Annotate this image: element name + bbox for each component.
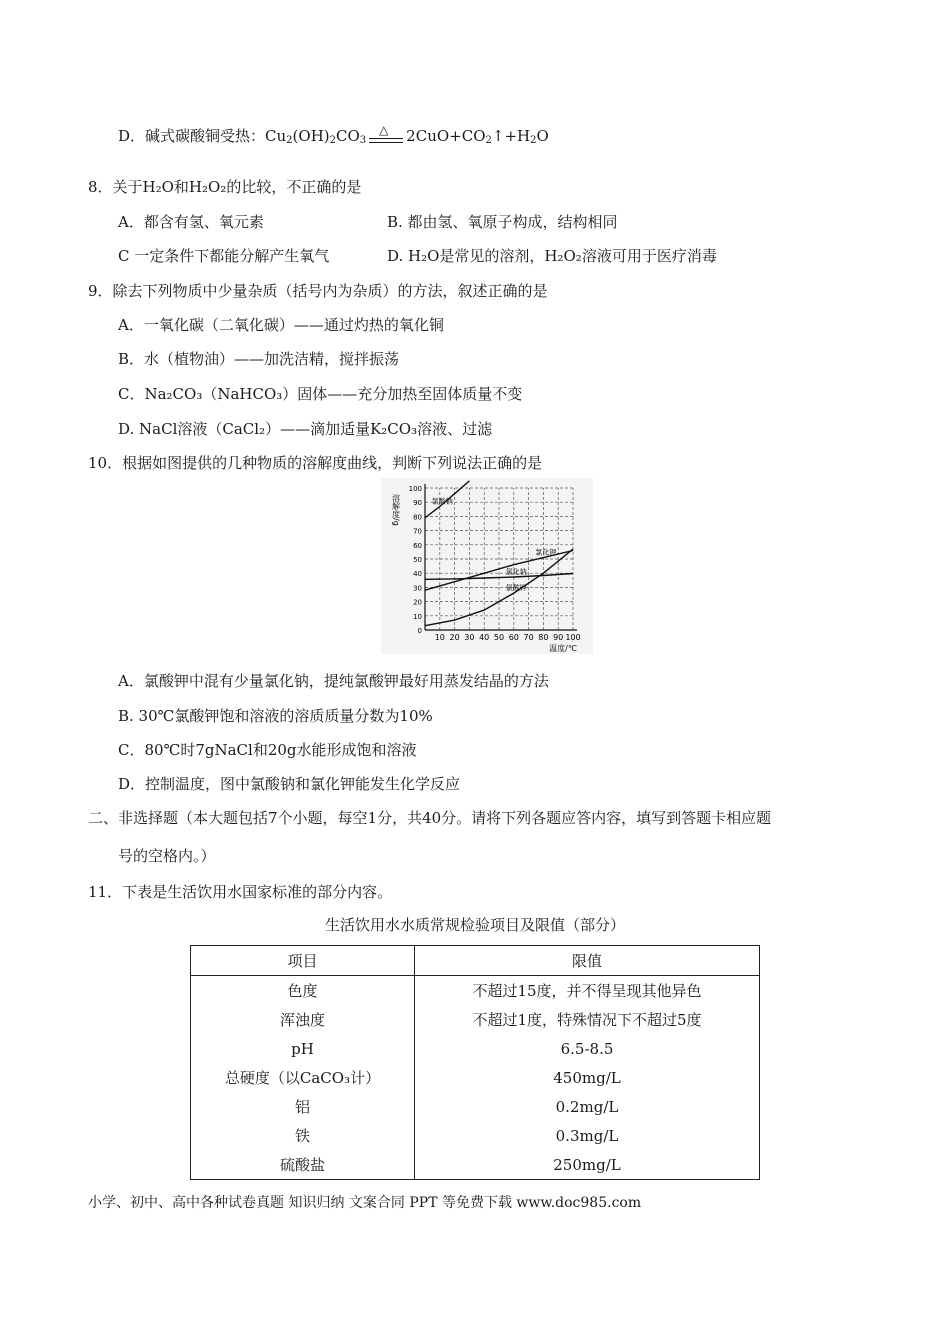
table-cell: pH	[191, 1034, 415, 1063]
table-cell: 铝	[191, 1092, 415, 1121]
y-tick-label: 20	[413, 598, 422, 607]
x-tick-label: 50	[493, 633, 505, 642]
table-row	[191, 1121, 760, 1150]
q10-stem: 10．根据如图提供的几种物质的溶解度曲线，判断下列说法正确的是	[88, 454, 543, 472]
formula-part: 2CuO+CO	[406, 127, 486, 145]
y-tick-label: 0	[417, 627, 422, 635]
subscript: 2	[530, 135, 537, 146]
q8-option-a: A．都含有氢、氧元素	[118, 213, 264, 231]
x-tick-label: 60	[508, 633, 519, 642]
x-tick-label: 40	[479, 633, 490, 642]
solubility-curve-chart	[381, 478, 593, 654]
formula-part: O	[536, 127, 549, 145]
q7-option-d-label: D．碱式碳酸铜受热：Cu	[118, 127, 287, 145]
y-tick-label: 100	[408, 485, 422, 493]
x-tick-label: 80	[538, 633, 549, 642]
q10-option-d: D．控制温度，图中氯酸钠和氯化钾能发生化学反应	[118, 775, 461, 793]
series-label: 氯化钾	[535, 548, 557, 557]
table-cell: 铁	[191, 1121, 415, 1150]
formula-part: CO	[336, 127, 360, 145]
q8-option-c: C 一定条件下都能分解产生氧气	[118, 247, 330, 265]
y-axis-label: 溶解度/g	[391, 494, 401, 526]
series-label: 氯酸钾	[505, 584, 527, 593]
x-tick-label: 100	[565, 633, 581, 642]
section-2-heading: 二、非选择题（本大题包括7个小题，每空1分，共40分。请将下列各题应答内容，填写到答题卡相应题	[88, 809, 772, 827]
y-tick-label: 30	[413, 584, 422, 593]
footer-text: 小学、初中、高中各种试卷真题 知识归纳 文案合同 PPT 等免费下载 www.doc985.com	[88, 1195, 642, 1211]
series-label: 氯酸钠	[431, 497, 453, 506]
subscript: 2	[485, 135, 492, 146]
table-header-item: 项目	[191, 946, 415, 976]
table-cell: 硫酸盐	[191, 1150, 415, 1180]
table-cell: 不超过1度，特殊情况下不超过5度	[415, 1005, 760, 1034]
table-cell: 不超过15度，并不得呈现其他异色	[415, 976, 760, 1006]
water-standard-table	[190, 945, 760, 1180]
y-tick-label: 10	[413, 612, 422, 621]
q10-option-a: A．氯酸钾中混有少量氯化钠，提纯氯酸钾最好用蒸发结晶的方法	[118, 672, 549, 690]
y-tick-label: 80	[413, 513, 422, 522]
table-cell: 0.3mg/L	[415, 1121, 760, 1150]
q8-option-b: B. 都由氢、氧原子构成，结构相同	[387, 213, 618, 231]
table-header-limit: 限值	[415, 946, 760, 976]
y-tick-label: 50	[413, 556, 422, 564]
subscript: 2	[286, 135, 293, 146]
table-row	[191, 1150, 760, 1180]
formula-part: (OH)	[292, 127, 330, 145]
heat-triangle-icon: △	[379, 123, 389, 137]
y-tick-label: 40	[413, 570, 422, 579]
formula-part: ↑+H	[491, 127, 531, 145]
heat-equals-sign	[366, 123, 406, 146]
table-row	[191, 1005, 760, 1034]
table-cell: 450mg/L	[415, 1063, 760, 1092]
q7-option-d	[118, 123, 549, 151]
table-title: 生活饮用水水质常规检验项目及限值（部分）	[324, 916, 625, 934]
q9-option-a: A．一氧化碳（二氧化碳）——通过灼热的氧化铜	[118, 316, 444, 334]
x-tick-label: 10	[434, 633, 445, 642]
q9-option-d: D. NaCl溶液（CaCl₂）——滴加适量K₂CO₃溶液、过滤	[118, 420, 493, 438]
table-cell: 浑浊度	[191, 1005, 415, 1034]
table-cell: 0.2mg/L	[415, 1092, 760, 1121]
x-tick-label: 90	[553, 633, 564, 642]
table-row	[191, 1063, 760, 1092]
y-tick-label: 90	[413, 499, 422, 508]
y-tick-label: 70	[413, 527, 422, 536]
series-label: 氯化钠	[505, 568, 527, 577]
table-cell: 6.5-8.5	[415, 1034, 760, 1063]
x-axis-label: 温度/℃	[549, 644, 577, 653]
table-row	[191, 1034, 760, 1063]
q9-stem: 9．除去下列物质中少量杂质（括号内为杂质）的方法，叙述正确的是	[88, 282, 548, 300]
table-cell: 色度	[191, 976, 415, 1006]
table-cell: 总硬度（以CaCO₃计）	[191, 1063, 415, 1092]
q10-option-c: C．80℃时7gNaCl和20g水能形成饱和溶液	[118, 741, 417, 759]
q8-stem: 8．关于H₂O和H₂O₂的比较，不正确的是	[88, 178, 362, 196]
q8-option-d: D. H₂O是常见的溶剂，H₂O₂溶液可用于医疗消毒	[387, 247, 717, 265]
q10-option-b: B. 30℃氯酸钾饱和溶液的溶质质量分数为10%	[118, 707, 433, 725]
table-cell: 250mg/L	[415, 1150, 760, 1180]
q9-option-c: C．Na₂CO₃（NaHCO₃）固体——充分加热至固体质量不变	[118, 385, 523, 403]
table-row	[191, 976, 760, 1006]
subscript: 3	[359, 135, 367, 146]
subscript: 2	[329, 135, 337, 146]
x-tick-label: 20	[449, 633, 460, 642]
q9-option-b: B．水（植物油）——加洗洁精，搅拌振荡	[118, 350, 400, 368]
x-tick-label: 30	[464, 633, 475, 642]
q11-stem: 11．下表是生活饮用水国家标准的部分内容。	[88, 883, 393, 901]
x-tick-label: 70	[523, 633, 534, 642]
y-tick-label: 60	[413, 541, 422, 550]
section-2-heading-cont: 号的空格内。）	[118, 847, 216, 865]
table-row	[191, 1092, 760, 1121]
